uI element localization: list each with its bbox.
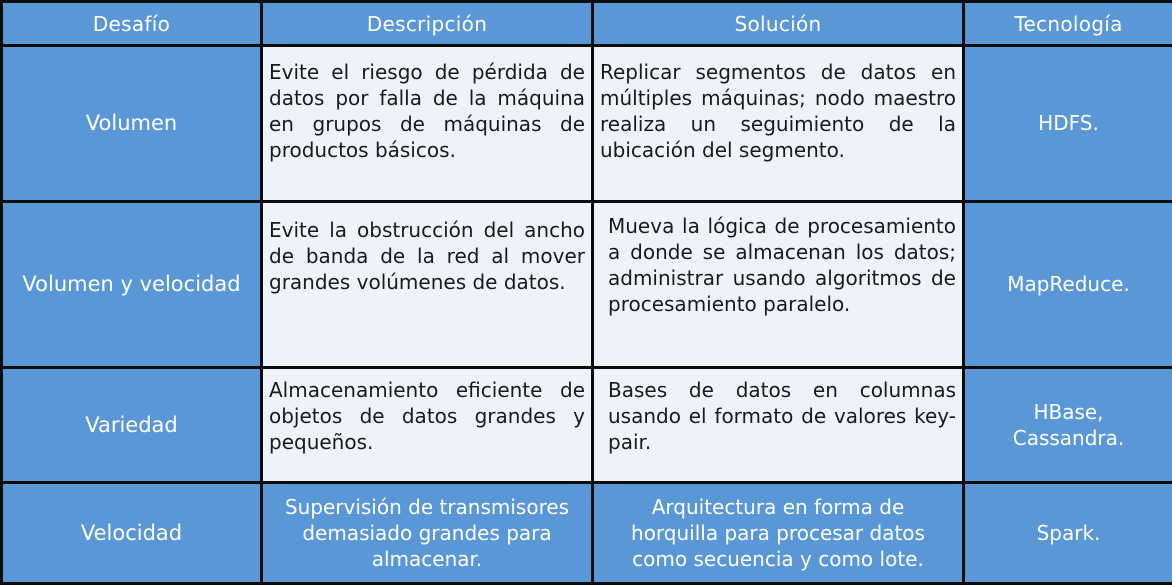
solution-cell: Bases de datos en columnas usando el formato de valores key-pair. [593,367,964,483]
solution-cell [593,483,964,584]
header-solution: Solución [593,2,964,46]
challenge-cell: Variedad [2,367,262,483]
technology-text: HBase, Cassandra. [1012,400,1125,451]
table-row [2,367,1172,483]
description-cell [262,483,593,584]
solution-cell: Mueva la lógica de procesamiento a donde se almacenan los datos; administrar usando algoritmos de procesamiento paralelo. [593,201,964,367]
technology-text: Spark. [1036,521,1101,546]
description-cell: Almacenamiento eficiente de objetos de datos grandes y pequeños. [262,367,593,483]
solution-cell: Replicar segmentos de datos en múltiples máquinas; nodo maestro realiza un seguimiento de la ubicación del segmento. [593,46,964,202]
solution-text: Arquitectura en forma de horquilla para procesar datos como secuencia y como lote. [631,495,925,572]
description-cell: Evite el riesgo de pérdida de datos por falla de la máquina en grupos de máquinas de productos básicos. [262,46,593,202]
header-row [2,2,1172,46]
technology-cell [964,483,1172,584]
technology-cell [964,367,1172,483]
header-description: Descripción [262,2,593,46]
technology-cell [964,46,1172,202]
technology-text: MapReduce. [1007,272,1130,297]
description-cell: Evite la obstrucción del ancho de banda de la red al mover grandes volúmenes de datos. [262,201,593,367]
table-row [2,46,1172,202]
description-text: Supervisión de transmisores demasiado grandes para almacenar. [284,495,570,572]
table-row [2,483,1172,584]
table-row [2,201,1172,367]
challenge-cell: Volumen y velocidad [2,201,262,367]
challenge-cell: Volumen [2,46,262,202]
technology-cell [964,201,1172,367]
challenge-cell: Velocidad [2,483,262,584]
technology-text: HDFS. [1038,111,1099,136]
header-technology: Tecnología [964,2,1172,46]
header-challenge: Desafío [2,2,262,46]
